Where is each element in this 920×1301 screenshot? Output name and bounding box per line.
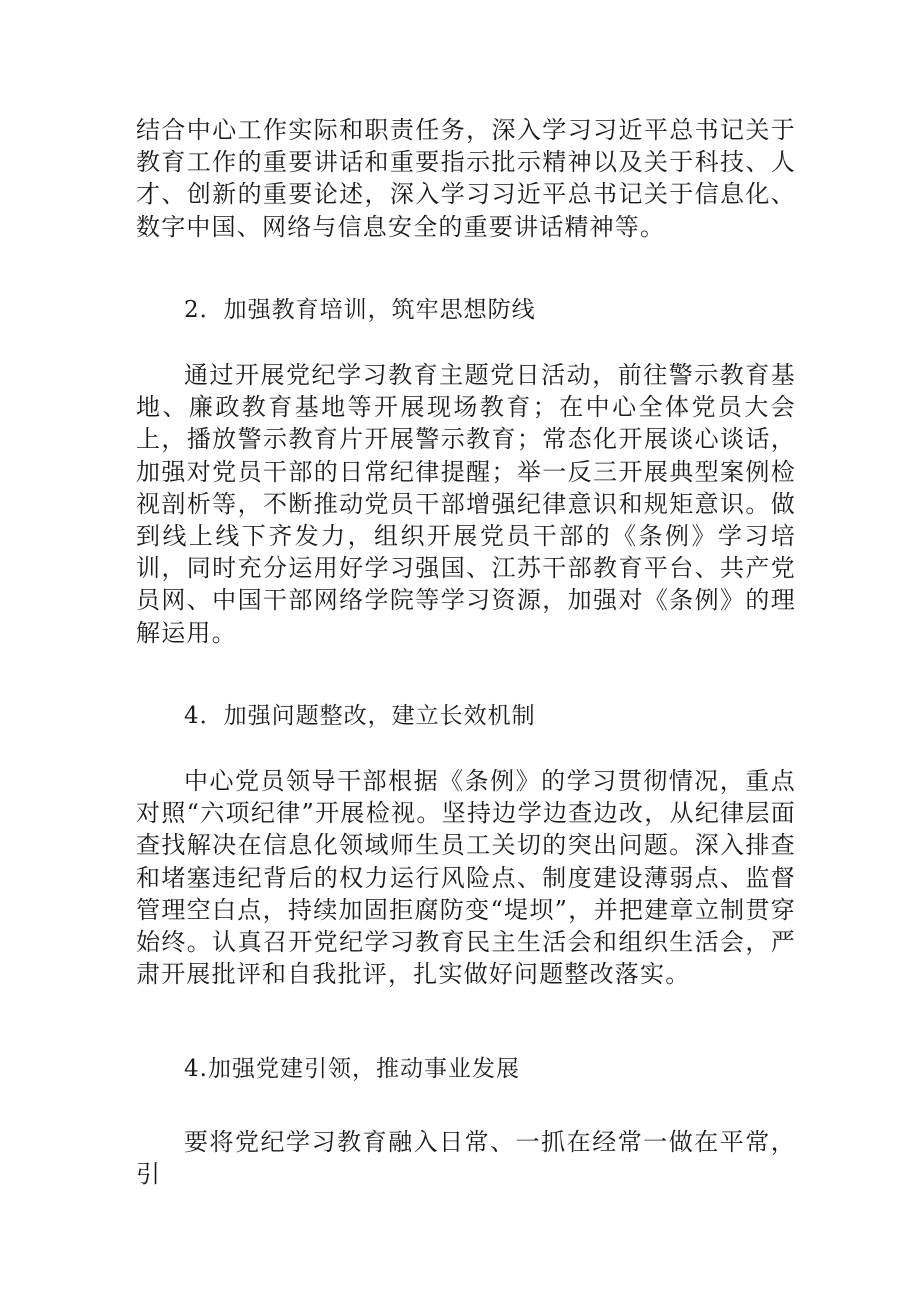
- section-heading-4a: 4．加强问题整改，建立长效机制: [184, 703, 536, 729]
- section-heading-2: 2．加强教育培训，筑牢思想防线: [184, 297, 536, 323]
- body-paragraph-1: 结合中心工作实际和职责任务，深入学习习近平总书记关于教育工作的重要讲话和重要指示批示精神以及关于科技、人才、创新的重要论述，深入学习习近平总书记关于信息化、数字中国、网络与信息安全的重要讲话精神等。: [136, 116, 796, 241]
- body-paragraph-3: 中心党员领导干部根据《条例》的学习贯彻情况，重点对照“六项纪律”开展检视。坚持边学边查边改，从纪律层面查找解决在信息化领域师生员工关切的突出问题。深入排查和堵塞违纪背后的权力运行风险点、制度建设薄弱点、监督管理空白点，持续加固拒腐防变“堤坝”，并把建章立制贯穿始终。认真召开党纪学习教育民主生活会和组织生活会，严肃开展批评和自我批评，扎实做好问题整改落实。: [136, 767, 796, 989]
- body-paragraph-2: 通过开展党纪学习教育主题党日活动，前往警示教育基地、廉政教育基地等开展现场教育；在中心全体党员大会上，播放警示教育片开展警示教育；常态化开展谈心谈话，加强对党员干部的日常纪律提醒；举一反三开展典型案例检视剖析等，不断推动党员干部增强纪律意识和规矩意识。做到线上线下齐发力，组织开展党员干部的《条例》学习培训，同时充分运用好学习强国、江苏干部教育平台、共产党员网、中国干部网络学院等学习资源，加强对《条例》的理解运用。: [136, 361, 796, 647]
- body-paragraph-4: 要将党纪学习教育融入日常、一抓在经常一做在平常，引: [136, 1128, 796, 1189]
- section-heading-4b: 4.加强党建引领，推动事业发展: [184, 1056, 520, 1082]
